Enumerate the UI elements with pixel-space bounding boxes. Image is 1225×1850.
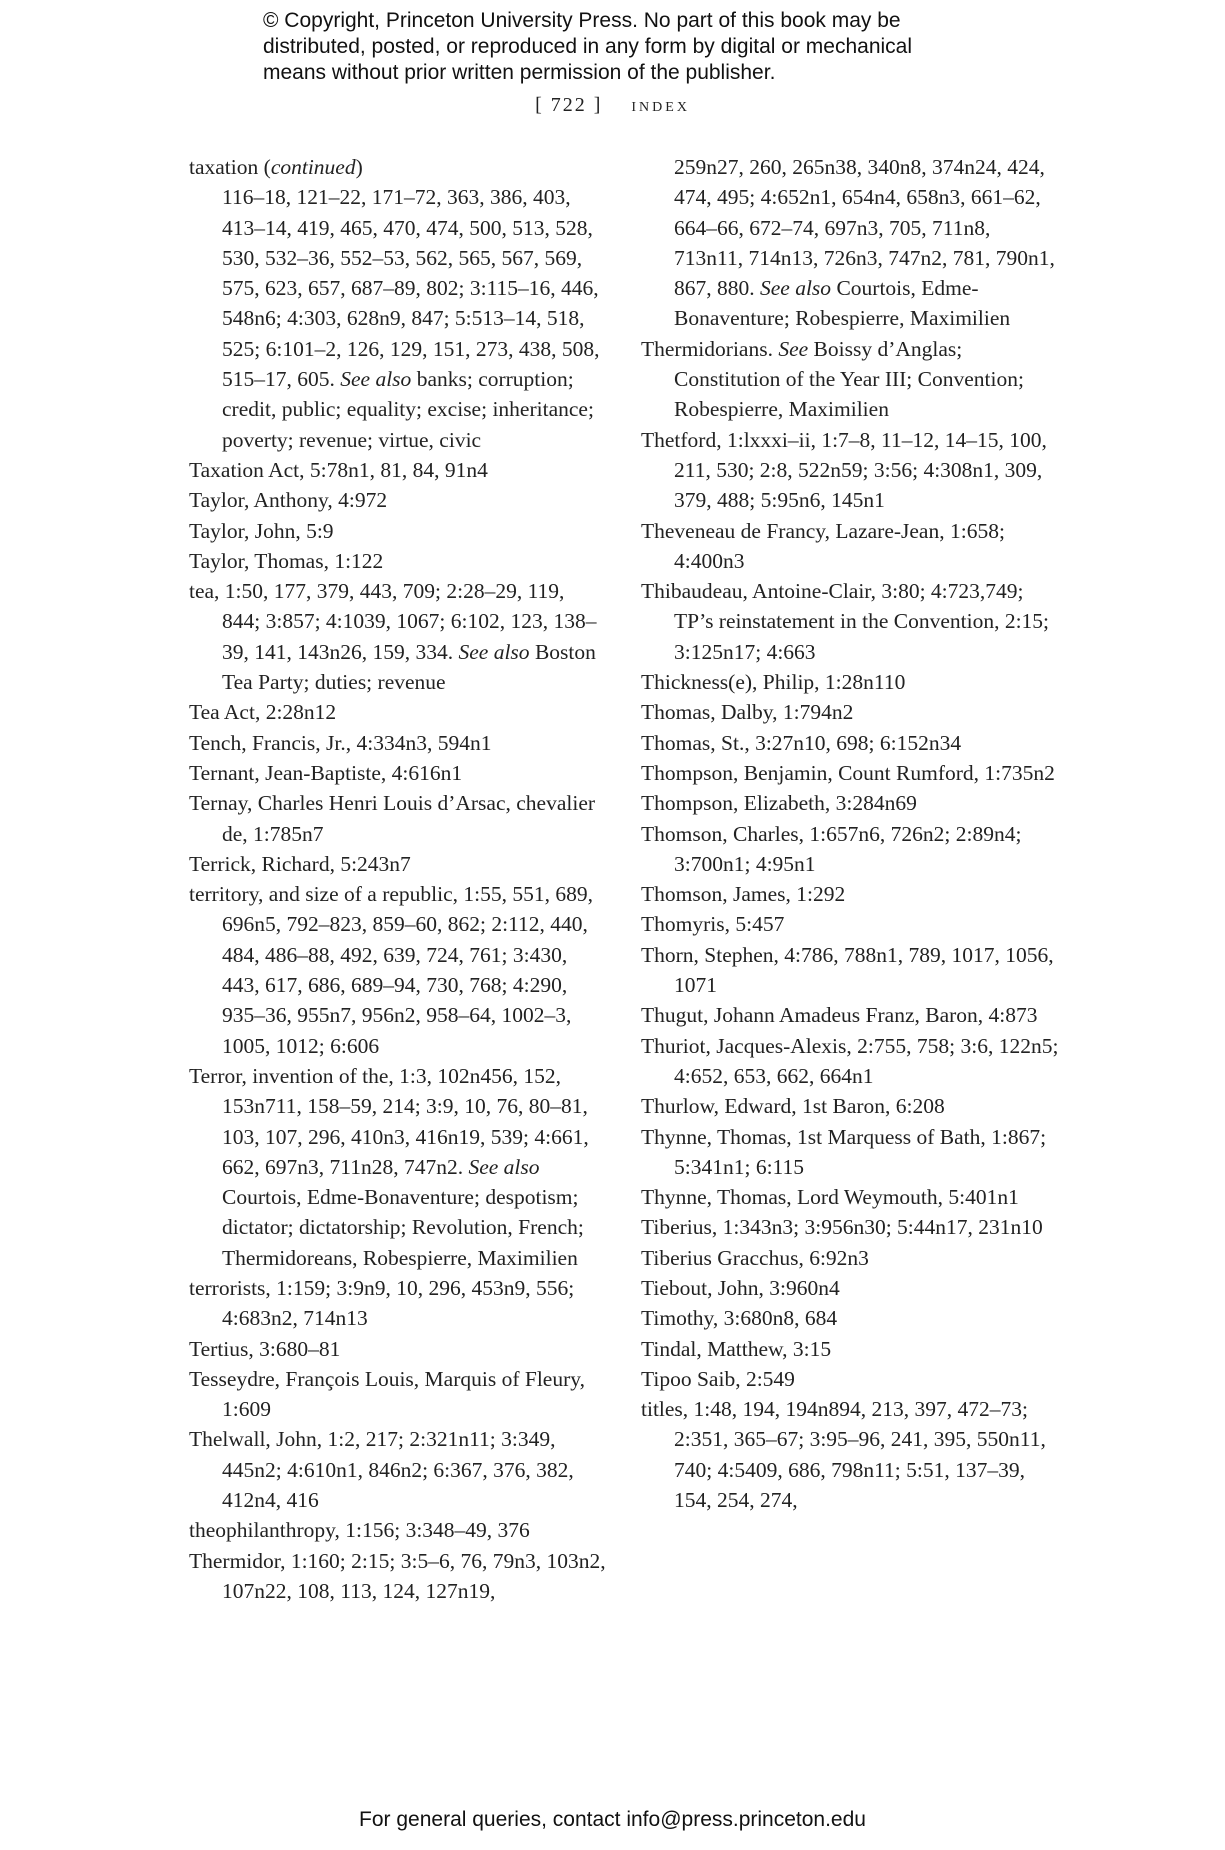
entry-refs: 116–18, 121–22, 171–72, 363, 386, 403, 413–14, 419, 465, 470, 474, 500, 513, 528, 530, 532–36, 552–53, 562, 565, 567, 569, 575, 623, 657, 687–89, 802; 3:115–16, 446, 548n6; 4:303, 628n9, 847; 5:513–14, 518, 525; 6:101–2, 126, 129, 151, 273, 438, 508, 515–17, 605.: [222, 185, 600, 392]
entry-text: territory, and size of a republic, 1:55, 551, 689, 696n5, 792–823, 859–60, 862; 2:112, 440, 484, 486–88, 492, 639, 724, 761; 3:430, 443, 617, 686, 689–94, 730, 768; 4:290, 935–36, 955n7, 956n2, 958–64, 1002–3, 1005, 1012; 6:606: [189, 882, 594, 1058]
see-also-refs: Courtois, Edme-Bonaventure; despotism; dictator; dictatorship; Revolution, French; Thermidoreans, Robespierre, Maximilien: [222, 1185, 584, 1270]
index-entry: [189, 516, 607, 546]
entry-text: Thomson, Charles, 1:657n6, 726n2; 2:89n4; 3:700n1; 4:95n1: [641, 821, 1022, 876]
index-entry: [189, 455, 607, 485]
entry-text: tea, 1:50, 177, 379, 443, 709; 2:28–29, 119, 844; 3:857; 4:1039, 1067; 6:102, 123, 138–39, 141, 143n26, 159, 334.: [189, 579, 597, 664]
see-also-label: See also: [468, 1154, 540, 1179]
copyright-line: means without prior written permission of the publisher.: [263, 61, 776, 84]
continued-heading: taxation (continued): [189, 155, 363, 179]
entry-text: Tiberius, 1:343n3; 3:956n30; 5:44n17, 231n10: [641, 1215, 1043, 1240]
entry-text: theophilanthropy, 1:156; 3:348–49, 376: [189, 1518, 530, 1543]
index-entry: [641, 909, 1059, 939]
entry-refs: 259n27, 260, 265n38, 340n8, 374n24, 424, 474, 495; 4:652n1, 654n4, 658n3, 661–62, 664–66, 672–74, 697n3, 705, 711n8, 713n11, 714n13, 726n3, 747n2, 781, 790n1, 867, 880.: [674, 155, 1055, 301]
entry-text: Thermidorians.: [641, 336, 773, 361]
index-entry: [641, 728, 1059, 758]
index-entry: [641, 1031, 1059, 1092]
see-also-label: See also: [340, 367, 412, 392]
see-also-label: See also: [760, 276, 832, 301]
page-number: [ 722 ]: [535, 94, 603, 116]
index-entry: [189, 728, 607, 758]
index-entry: [641, 1212, 1059, 1242]
copyright-line: © Copyright, Princeton University Press. No part of this book may be: [263, 9, 901, 32]
index-entry: [641, 1334, 1059, 1364]
entry-text: Tiberius Gracchus, 6:92n3: [641, 1245, 869, 1270]
index-entry: [189, 576, 607, 697]
entry-text: Thomas, Dalby, 1:794n2: [641, 700, 854, 725]
entry-text: Tea Act, 2:28n12: [189, 700, 337, 725]
index-entry: [641, 788, 1059, 818]
index-entry: [189, 1061, 607, 1273]
entry-text: Taylor, Thomas, 1:122: [189, 548, 384, 573]
index-entry: [641, 879, 1059, 909]
index-entry: [189, 788, 607, 849]
entry-text: Taylor, Anthony, 4:972: [189, 488, 388, 513]
entry-text: Ternant, Jean-Baptiste, 4:616n1: [189, 760, 463, 785]
entry-text: Timothy, 3:680n8, 684: [641, 1306, 838, 1331]
see-also-refs: Courtois, Edme-Bonaventure; Robespierre, Maximilien: [674, 276, 1011, 331]
entry-text: Thetford, 1:lxxxi–ii, 1:7–8, 11–12, 14–15, 100, 211, 530; 2:8, 522n59; 3:56; 4:308n1, 309, 379, 488; 5:95n6, 145n1: [641, 427, 1047, 513]
entry-text: Tiebout, John, 3:960n4: [641, 1275, 840, 1300]
index-entry: [641, 425, 1059, 516]
entry-text: Thompson, Benjamin, Count Rumford, 1:735n2: [641, 760, 1055, 785]
index-entry: [641, 334, 1059, 425]
index-entry: [641, 667, 1059, 697]
index-entry: [189, 1546, 607, 1607]
entry-text: Thomson, James, 1:292: [641, 882, 846, 907]
index-entry: [189, 1424, 607, 1515]
entry-text: Thibaudeau, Antoine-Clair, 3:80; 4:723,749; TP’s reinstatement in the Convention, 2:15; 3:125n17; 4:663: [641, 579, 1050, 664]
index-entry: [189, 758, 607, 788]
entry-text: Taxation Act, 5:78n1, 81, 84, 91n4: [189, 457, 488, 482]
see-also-refs: banks; corruption; credit, public; equality; excise; inheritance; poverty; revenue; virtue, civic: [222, 367, 594, 452]
index-entry: [641, 1273, 1059, 1303]
index-entry: [641, 516, 1059, 577]
entry-text: Thuriot, Jacques-Alexis, 2:755, 758; 3:6, 122n5; 4:652, 653, 662, 664n1: [641, 1033, 1059, 1088]
index-entry: [641, 1364, 1059, 1394]
entry-text: Terror, invention of the, 1:3, 102n456, 152, 153n711, 158–59, 214; 3:9, 10, 76, 80–81, 103, 107, 296, 410n3, 416n19, 539; 4:661, 662, 697n3, 711n28, 747n2.: [189, 1063, 589, 1179]
index-entry: [189, 1273, 607, 1334]
entry-text: Terrick, Richard, 5:243n7: [189, 851, 411, 876]
index-entry: [641, 697, 1059, 727]
copyright-line: distributed, posted, or reproduced in any form by digital or mechanical: [263, 35, 913, 58]
entry-text: Thomas, St., 3:27n10, 698; 6:152n34: [641, 730, 962, 755]
index-entry: [641, 1303, 1059, 1333]
entry-text: Tesseydre, François Louis, Marquis of Fleury, 1:609: [189, 1366, 585, 1422]
entry-text: Thugut, Johann Amadeus Franz, Baron, 4:873: [641, 1003, 1038, 1028]
entry-text: Ternay, Charles Henri Louis d’Arsac, chevalier de, 1:785n7: [189, 791, 596, 846]
see-also-label: See: [778, 336, 809, 361]
index-entry: [189, 485, 607, 515]
entry-text: Tench, Francis, Jr., 4:334n3, 594n1: [189, 730, 492, 755]
copyright-notice: [263, 8, 1023, 86]
entry-text: Thickness(e), Philip, 1:28n110: [641, 670, 906, 695]
index-entry: [641, 1243, 1059, 1273]
entry-text: Thorn, Stephen, 4:786, 788n1, 789, 1017, 1056, 1071: [641, 942, 1054, 998]
index-entry: [641, 758, 1059, 788]
index-entry: [189, 697, 607, 727]
index-entry: [189, 1364, 607, 1425]
index-entry: [641, 1394, 1059, 1515]
index-entry: [189, 849, 607, 879]
entry-text: Thermidor, 1:160; 2:15; 3:5–6, 76, 79n3, 103n2, 107n22, 108, 113, 124, 127n19,: [189, 1548, 606, 1603]
index-entry: [641, 1000, 1059, 1030]
entry-text: Thomyris, 5:457: [641, 912, 785, 937]
index-entry: [189, 1334, 607, 1364]
entry-text: terrorists, 1:159; 3:9n9, 10, 296, 453n9, 556; 4:683n2, 714n13: [189, 1275, 575, 1331]
index-entry: [189, 1515, 607, 1545]
index-entry: [189, 879, 607, 1061]
index-entry: [641, 1091, 1059, 1121]
entry-text: Thynne, Thomas, Lord Weymouth, 5:401n1: [641, 1185, 1019, 1210]
entry-text: Thelwall, John, 1:2, 217; 2:321n11; 3:349, 445n2; 4:610n1, 846n2; 6:367, 376, 382, 412n4, 416: [189, 1427, 574, 1513]
section-title: index: [631, 94, 690, 116]
index-entry: [641, 940, 1059, 1001]
entry-text: Thompson, Elizabeth, 3:284n69: [641, 791, 917, 816]
entry-text: Tipoo Saib, 2:549: [641, 1366, 795, 1391]
see-also-label: See also: [458, 639, 530, 664]
entry-text: Tindal, Matthew, 3:15: [641, 1336, 832, 1361]
index-entry: [641, 819, 1059, 880]
footer-contact: For general queries, contact info@press.princeton.edu: [359, 1808, 866, 1831]
see-also-refs: Boissy d’Anglas; Constitution of the Year III; Convention; Robespierre, Maximilien: [674, 336, 1024, 422]
index-entry: [641, 576, 1059, 667]
index-entry: [641, 1182, 1059, 1212]
index-column-left: [189, 152, 607, 1606]
index-column-right: [641, 152, 1059, 1515]
entry-text: Theveneau de Francy, Lazare-Jean, 1:658; 4:400n3: [641, 518, 1005, 573]
see-also-refs: Boston Tea Party; duties; revenue: [222, 639, 596, 695]
continued-entry-text: [641, 152, 1059, 334]
entry-text: titles, 1:48, 194, 194n894, 213, 397, 472–73; 2:351, 365–67; 3:95–96, 241, 395, 550n11, 740; 4:5409, 686, 798n11; 5:51, 137–39, 154, 254, 274,: [641, 1397, 1046, 1513]
entry-text: Thynne, Thomas, 1st Marquess of Bath, 1:867; 5:341n1; 6:115: [641, 1124, 1047, 1179]
entry-text: Tertius, 3:680–81: [189, 1336, 341, 1361]
index-entry: [189, 546, 607, 576]
continued-entry-text: [189, 182, 607, 455]
continued-term: taxation: [189, 155, 259, 179]
running-head: [0, 94, 1225, 117]
continued-label: continued: [270, 155, 356, 179]
index-entry: [641, 1122, 1059, 1183]
entry-text: Taylor, John, 5:9: [189, 518, 334, 543]
entry-text: Thurlow, Edward, 1st Baron, 6:208: [641, 1094, 945, 1119]
